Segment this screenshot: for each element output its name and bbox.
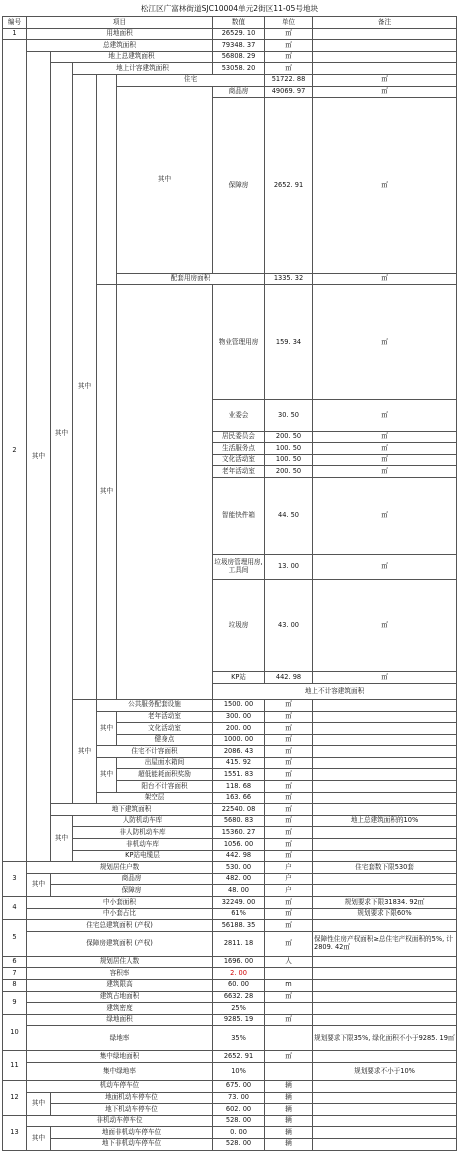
table-row [3, 979, 457, 991]
row-unit [265, 1003, 313, 1015]
row-note [313, 1092, 457, 1104]
row-note [313, 746, 457, 758]
row-note [313, 920, 457, 932]
row-number: 9 [3, 991, 27, 1014]
row-note: 住宅套数下限530套 [313, 862, 457, 874]
row-note [313, 781, 457, 793]
row-unit: ㎡ [313, 431, 457, 443]
row-item: 住宅 [117, 74, 265, 86]
row-item: 垃圾房管理用房, 工具间 [213, 555, 265, 580]
row-item: 非机动车停车位 [27, 1115, 213, 1127]
row-unit: ㎡ [265, 815, 313, 827]
row-unit: 辆 [265, 1092, 313, 1104]
row-item: 建筑限高 [27, 979, 213, 991]
row-note [313, 839, 457, 851]
row-item: 中小套面积 [27, 897, 213, 909]
row-value: 100. 50 [265, 454, 313, 466]
table-row [3, 1115, 457, 1127]
row-number: 10 [3, 1014, 27, 1051]
row-value: 9285. 19 [213, 1014, 265, 1026]
row-value: 1500. 00 [213, 699, 265, 711]
table-row [3, 1014, 457, 1026]
row-value: 53058. 20 [213, 63, 265, 75]
row-note [313, 723, 457, 735]
row-note [313, 769, 457, 781]
row-unit [265, 968, 313, 980]
qizhong-label: 其中 [73, 699, 97, 803]
row-item: 物业管理用房 [213, 285, 265, 400]
row-value: 1000. 00 [213, 734, 265, 746]
row-item: 住宅不计容面积 [97, 746, 213, 758]
statistics-table [2, 16, 457, 1151]
row-number: 11 [3, 1051, 27, 1081]
row-item: 业委会 [213, 400, 265, 431]
row-note [313, 991, 457, 1003]
row-value: 15360. 27 [213, 827, 265, 839]
row-unit: ㎡ [265, 734, 313, 746]
row-item: 建筑密度 [27, 1003, 213, 1015]
qizhong-label: 其中 [73, 74, 97, 699]
row-unit: ㎡ [265, 781, 313, 793]
row-value: 528. 00 [213, 1115, 265, 1127]
row-value: 60. 00 [213, 979, 265, 991]
row-unit: ㎡ [265, 804, 313, 816]
row-value: 43. 00 [265, 580, 313, 672]
row-note [313, 757, 457, 769]
row-unit: ㎡ [313, 285, 457, 400]
qizhong-label: 其中 [51, 63, 73, 804]
row-value: 300. 00 [213, 711, 265, 723]
row-note [313, 827, 457, 839]
row-note: 地上总建筑面积的10% [313, 815, 457, 827]
header-unit: 单位 [265, 17, 313, 29]
row-unit: ㎡ [313, 580, 457, 672]
row-unit: ㎡ [265, 991, 313, 1003]
table-row [3, 815, 457, 827]
row-value: 48. 00 [213, 885, 265, 897]
row-number: 8 [3, 979, 27, 991]
table-row [3, 51, 457, 63]
row-number: 2 [3, 40, 27, 862]
row-item: 商品房 [213, 86, 265, 98]
row-unit: m [265, 979, 313, 991]
row-value: 1335. 32 [265, 273, 313, 285]
row-note [313, 968, 457, 980]
row-item: 架空层 [97, 792, 213, 804]
row-unit: ㎡ [313, 400, 457, 431]
row-unit: ㎡ [265, 40, 313, 52]
row-value: 35% [213, 1026, 265, 1051]
row-item: 集中绿地面积 [27, 1051, 213, 1063]
row-note [313, 28, 457, 40]
row-value: 26529. 10 [213, 28, 265, 40]
row-unit: ㎡ [265, 63, 313, 75]
row-unit: 辆 [265, 1127, 313, 1139]
table-row [3, 908, 457, 920]
table-row [3, 931, 457, 956]
table-row [3, 897, 457, 909]
table-row [3, 28, 457, 40]
row-note [313, 1104, 457, 1116]
row-unit: ㎡ [313, 98, 457, 274]
row-value: 602. 00 [213, 1104, 265, 1116]
qizhong-label: 其中 [27, 51, 51, 861]
row-unit: ㎡ [265, 897, 313, 909]
row-item: 非人防机动车库 [73, 827, 213, 839]
row-value: 2811. 18 [213, 931, 265, 956]
row-note: 保障性住房产权面积≥总住宅产权面积的5%, 计2809. 42㎡ [313, 931, 457, 956]
row-item: 容积率 [27, 968, 213, 980]
row-unit: ㎡ [265, 51, 313, 63]
table-row [3, 63, 457, 75]
table-row [3, 920, 457, 932]
header-no: 编号 [3, 17, 27, 29]
row-note [313, 1127, 457, 1139]
row-unit: ㎡ [313, 74, 457, 86]
row-item: 地下非机动车停车位 [51, 1138, 213, 1150]
row-unit: ㎡ [265, 827, 313, 839]
row-unit: 人 [265, 956, 313, 968]
row-unit: 辆 [265, 1080, 313, 1092]
row-value: 482. 00 [213, 873, 265, 885]
header-item: 项目 [27, 17, 213, 29]
row-value: 49069. 97 [265, 86, 313, 98]
row-item: 超低能耗面积奖励 [117, 769, 213, 781]
row-item: 出屋面水箱间 [117, 757, 213, 769]
row-value: 528. 00 [213, 1138, 265, 1150]
row-value: 22540. 08 [213, 804, 265, 816]
row-number: 5 [3, 920, 27, 957]
row-note [313, 40, 457, 52]
row-unit [265, 1062, 313, 1080]
row-number: 12 [3, 1080, 27, 1115]
row-number: 4 [3, 897, 27, 920]
qizhong-label: 其中 [97, 285, 117, 700]
row-value: 32249. 00 [213, 897, 265, 909]
qizhong-label: 其中 [27, 1092, 51, 1115]
row-item: 文化活动室 [117, 723, 213, 735]
row-item: 垃圾房 [213, 580, 265, 672]
row-unit: 户 [265, 862, 313, 874]
row-unit: 户 [265, 873, 313, 885]
row-item: KP站 [213, 672, 265, 684]
row-value: 44. 50 [265, 478, 313, 555]
table-row [3, 885, 457, 897]
table-row [3, 862, 457, 874]
row-value: 159. 34 [265, 285, 313, 400]
table-row [3, 968, 457, 980]
row-value: 79348. 37 [213, 40, 265, 52]
row-item: 规划居住户数 [27, 862, 213, 874]
row-value: 100. 50 [265, 443, 313, 455]
row-number: 6 [3, 956, 27, 968]
row-note [313, 1003, 457, 1015]
row-note [313, 885, 457, 897]
row-item: 地上总建筑面积 [51, 51, 213, 63]
row-note [313, 734, 457, 746]
row-value: 1551. 83 [213, 769, 265, 781]
row-unit: ㎡ [265, 931, 313, 956]
row-note [313, 699, 457, 711]
row-unit: 辆 [265, 1115, 313, 1127]
header-row [3, 17, 457, 29]
table-row [3, 1062, 457, 1080]
row-item: 地面非机动车停车位 [51, 1127, 213, 1139]
row-item: KP站电缆层 [73, 850, 213, 862]
row-note [313, 873, 457, 885]
row-item: 规划居住人数 [27, 956, 213, 968]
row-value: 200. 50 [265, 431, 313, 443]
row-unit: ㎡ [265, 711, 313, 723]
row-value: 56808. 29 [213, 51, 265, 63]
table-row [3, 1138, 457, 1150]
row-unit: ㎡ [265, 746, 313, 758]
row-item: 地面机动车停车位 [51, 1092, 213, 1104]
row-unit: ㎡ [265, 920, 313, 932]
row-item: 文化活动室 [213, 454, 265, 466]
row-unit: ㎡ [265, 28, 313, 40]
row-value: 5680. 83 [213, 815, 265, 827]
empty-cell [117, 285, 213, 700]
row-unit: ㎡ [313, 86, 457, 98]
table-row [3, 873, 457, 885]
row-note [313, 51, 457, 63]
row-number: 1 [3, 28, 27, 40]
row-note: 规划要求下限35%, 绿化面积不小于9285. 19㎡ [313, 1026, 457, 1051]
qizhong-label: 其中 [27, 873, 51, 896]
row-unit: ㎡ [265, 723, 313, 735]
row-item: 非机动车库 [73, 839, 213, 851]
row-note [313, 956, 457, 968]
header-note: 备注 [313, 17, 457, 29]
row-item: 建筑占地面积 [27, 991, 213, 1003]
row-item: 生活服务点 [213, 443, 265, 455]
row-value: 2652. 91 [213, 1051, 265, 1063]
row-item: 地上不计容建筑面积 [213, 683, 457, 699]
row-item: 居民委员会 [213, 431, 265, 443]
row-unit: 户 [265, 885, 313, 897]
row-value: 25% [213, 1003, 265, 1015]
row-item: 阳台不计容面积 [117, 781, 213, 793]
row-value: 675. 00 [213, 1080, 265, 1092]
row-value: 530. 00 [213, 862, 265, 874]
table-row [3, 1127, 457, 1139]
row-value: 200. 00 [213, 723, 265, 735]
row-value: 2652. 91 [265, 98, 313, 274]
row-item: 保障房建筑面积 (产权) [27, 931, 213, 956]
row-item: 地下建筑面积 [51, 804, 213, 816]
row-value: 442. 98 [265, 672, 313, 684]
row-note [313, 711, 457, 723]
table-row [3, 1104, 457, 1116]
row-item: 地下机动车停车位 [51, 1104, 213, 1116]
row-unit: ㎡ [265, 792, 313, 804]
qizhong-label: 其中 [97, 757, 117, 792]
row-note [313, 804, 457, 816]
table-row [3, 991, 457, 1003]
row-value: 200. 50 [265, 466, 313, 478]
row-unit: 辆 [265, 1104, 313, 1116]
row-item: 老年活动室 [213, 466, 265, 478]
row-value: 61% [213, 908, 265, 920]
row-unit: ㎡ [265, 699, 313, 711]
row-unit [265, 1026, 313, 1051]
row-note [313, 1014, 457, 1026]
row-value: 30. 50 [265, 400, 313, 431]
row-item: 健身点 [117, 734, 213, 746]
row-item: 人防机动车库 [73, 815, 213, 827]
qizhong-label: 其中 [27, 1127, 51, 1150]
row-item: 绿地率 [27, 1026, 213, 1051]
row-item: 机动车停车位 [27, 1080, 213, 1092]
row-unit: 辆 [265, 1138, 313, 1150]
row-note: 规划要求不小于10% [313, 1062, 457, 1080]
row-unit: ㎡ [265, 757, 313, 769]
qizhong-label: 其中 [51, 815, 73, 861]
row-note [313, 1138, 457, 1150]
table-row [3, 1003, 457, 1015]
row-note [313, 1080, 457, 1092]
table-row [3, 804, 457, 816]
row-note [313, 1115, 457, 1127]
row-unit: ㎡ [265, 769, 313, 781]
qizhong-label: 其中 [97, 711, 117, 746]
row-item: 中小套占比 [27, 908, 213, 920]
row-unit: ㎡ [265, 1051, 313, 1063]
row-item: 老年活动室 [117, 711, 213, 723]
row-value: 73. 00 [213, 1092, 265, 1104]
row-unit: ㎡ [265, 1014, 313, 1026]
row-note [313, 979, 457, 991]
row-value: 442. 98 [213, 850, 265, 862]
qizhong-label: 其中 [117, 86, 213, 273]
row-number: 13 [3, 1115, 27, 1150]
row-number: 3 [3, 862, 27, 897]
row-value: 51722. 88 [265, 74, 313, 86]
row-item: 用地面积 [27, 28, 213, 40]
table-row [3, 956, 457, 968]
row-item: 集中绿地率 [27, 1062, 213, 1080]
table-row [3, 40, 457, 52]
row-value: 1696. 00 [213, 956, 265, 968]
row-value: 1056. 00 [213, 839, 265, 851]
table-row [3, 1051, 457, 1063]
row-unit: ㎡ [313, 454, 457, 466]
row-item: 绿地面积 [27, 1014, 213, 1026]
row-note [313, 850, 457, 862]
row-value: 2086. 43 [213, 746, 265, 758]
row-value: 415. 92 [213, 757, 265, 769]
row-note [313, 1051, 457, 1063]
row-value: 163. 66 [213, 792, 265, 804]
row-note [313, 63, 457, 75]
row-value: 0. 00 [213, 1127, 265, 1139]
row-value: 2. 00 [213, 968, 265, 980]
row-item: 总建筑面积 [27, 40, 213, 52]
row-item: 保障房 [213, 98, 265, 274]
row-item: 保障房 [51, 885, 213, 897]
row-note: 规划要求下限60% [313, 908, 457, 920]
row-note [313, 792, 457, 804]
row-item: 地上计容建筑面积 [73, 63, 213, 75]
row-item: 智能快件箱 [213, 478, 265, 555]
row-note: 规划要求下限31834. 92㎡ [313, 897, 457, 909]
row-item: 商品房 [51, 873, 213, 885]
row-unit: ㎡ [313, 672, 457, 684]
row-unit: ㎡ [313, 466, 457, 478]
row-unit: ㎡ [313, 273, 457, 285]
table-title: 松江区广富林街道SJC10004单元2街区11-05号地块 [140, 4, 319, 13]
row-value: 13. 00 [265, 555, 313, 580]
table-row [3, 1092, 457, 1104]
row-unit: ㎡ [265, 850, 313, 862]
table-row [3, 1026, 457, 1051]
row-unit: ㎡ [265, 908, 313, 920]
header-value: 数值 [213, 17, 265, 29]
row-value: 6632. 28 [213, 991, 265, 1003]
row-unit: ㎡ [313, 555, 457, 580]
row-item: 公共服务配套设施 [97, 699, 213, 711]
empty-cell [97, 74, 117, 284]
table-row [3, 1080, 457, 1092]
row-value: 10% [213, 1062, 265, 1080]
row-unit: ㎡ [313, 443, 457, 455]
row-item: 配套用房面积 [117, 273, 265, 285]
row-unit: ㎡ [265, 839, 313, 851]
row-number: 7 [3, 968, 27, 980]
row-item: 住宅总建筑面积 (产权) [27, 920, 213, 932]
row-value: 118. 68 [213, 781, 265, 793]
row-unit: ㎡ [313, 478, 457, 555]
row-value: 56188. 35 [213, 920, 265, 932]
